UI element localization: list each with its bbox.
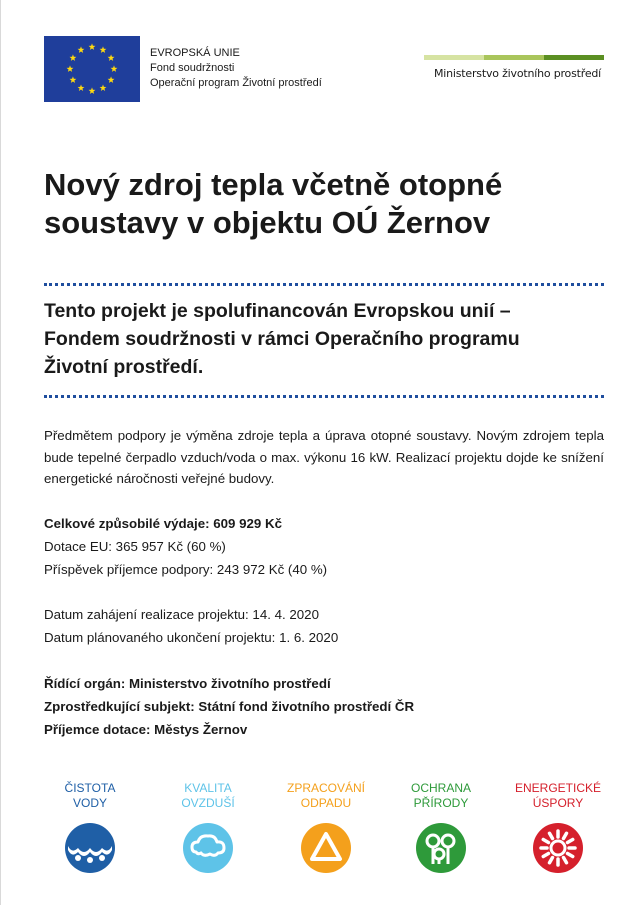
- axis-label: [266, 781, 386, 811]
- project-end-date: Datum plánovaného ukončení projektu: 1. 6. 2020: [44, 630, 339, 645]
- eu-star: [70, 76, 77, 83]
- page-edge: [0, 0, 1, 905]
- managing-authority: Řídící orgán: Ministerstvo životního prostředí: [44, 676, 331, 691]
- ministry-bar-1: [424, 55, 484, 60]
- title-line-1: Nový zdroj tepla včetně otopné: [44, 167, 503, 202]
- cloud-icon: [182, 822, 234, 874]
- axis-label-line-1: KVALITA: [184, 781, 232, 795]
- eu-star: [100, 46, 107, 53]
- header: [0, 0, 642, 110]
- axis-label: [381, 781, 501, 811]
- eu-star: [111, 65, 118, 72]
- cofinancing-statement: [44, 297, 614, 381]
- axis-label-line-1: OCHRANA: [410, 781, 471, 795]
- project-description: Předmětem podpory je výměna zdroje tepla a úprava otopné soustavy. Novým zdrojem tepla bude tepelné čerpadlo vzduch/voda o max. výkonu 16 kW. Realizací projektu dojde ke snížení energetické náročnosti veřejné budovy.: [44, 428, 604, 486]
- priority-axis-nature: [381, 781, 501, 879]
- axis-label-line-1: ČISTOTA: [64, 781, 116, 795]
- priority-axis-air: [148, 781, 268, 879]
- water-drops-icon: [64, 822, 116, 874]
- eu-star: [89, 87, 96, 94]
- recipient-contribution: Příspěvek příjemce podpory: 243 972 Kč (40 %): [44, 562, 328, 577]
- eu-flag-logo: [44, 36, 140, 102]
- eu-line-3: Operační program Životní prostředí: [150, 77, 322, 89]
- grant-recipient: Příjemce dotace: Městys Žernov: [44, 722, 248, 737]
- axis-label-line-2: ODPADU: [300, 795, 352, 810]
- axis-label-line-2: ÚSPORY: [532, 795, 584, 810]
- dotted-divider-top: [44, 283, 604, 286]
- dotted-divider-bottom: [44, 395, 604, 398]
- axis-label: [148, 781, 268, 811]
- eu-star: [78, 46, 85, 53]
- subtitle-line-1: Tento projekt je spolufinancován Evropskou unií –: [44, 300, 511, 322]
- axis-label-line-1: ENERGETICKÉ: [514, 781, 601, 795]
- eu-subsidy: Dotace EU: 365 957 Kč (60 %): [44, 539, 226, 554]
- priority-axis-waste: [266, 781, 386, 879]
- eu-line-1: EVROPSKÁ UNIE: [150, 47, 240, 59]
- total-eligible-costs: Celkové způsobilé výdaje: 609 929 Kč: [44, 516, 282, 531]
- priority-axis-water: [30, 781, 150, 879]
- ministry-color-bars: [424, 55, 604, 60]
- eu-star: [67, 65, 74, 72]
- eu-star: [89, 43, 96, 50]
- eu-stars-icon: [44, 36, 140, 102]
- axis-label-line-1: ZPRACOVÁNÍ: [286, 781, 365, 795]
- eu-star: [100, 84, 107, 91]
- eu-line-2: Fond soudržnosti: [150, 62, 235, 74]
- eu-program-text: [150, 46, 322, 91]
- axis-label: [30, 781, 150, 811]
- eu-star: [78, 84, 85, 91]
- axis-label-line-2: OVZDUŠÍ: [181, 795, 235, 810]
- eu-star: [108, 76, 115, 83]
- axis-label-line-2: VODY: [72, 795, 107, 810]
- title-line-2: soustavy v objektu OÚ Žernov: [44, 205, 491, 240]
- intermediate-body: Zprostředkující subjekt: Státní fond životního prostředí ČR: [44, 699, 415, 714]
- triangle-icon: [300, 822, 352, 874]
- sun-icon: [532, 822, 584, 874]
- page-title: [44, 166, 604, 242]
- eu-stars: [67, 43, 118, 94]
- project-start-date: Datum zahájení realizace projektu: 14. 4. 2020: [44, 607, 319, 622]
- axis-label: [498, 781, 618, 811]
- eu-star: [70, 54, 77, 61]
- ministry-bar-3: [544, 55, 604, 60]
- priority-axis-energy: [498, 781, 618, 879]
- axis-label-line-2: PŘÍRODY: [413, 795, 469, 810]
- subtitle-line-3: Životní prostředí.: [44, 356, 204, 378]
- ministry-name: Ministerstvo životního prostředí: [434, 67, 602, 80]
- eu-star: [108, 54, 115, 61]
- flowers-icon: [415, 822, 467, 874]
- ministry-bar-2: [484, 55, 544, 60]
- subtitle-line-2: Fondem soudržnosti v rámci Operačního programu: [44, 328, 520, 350]
